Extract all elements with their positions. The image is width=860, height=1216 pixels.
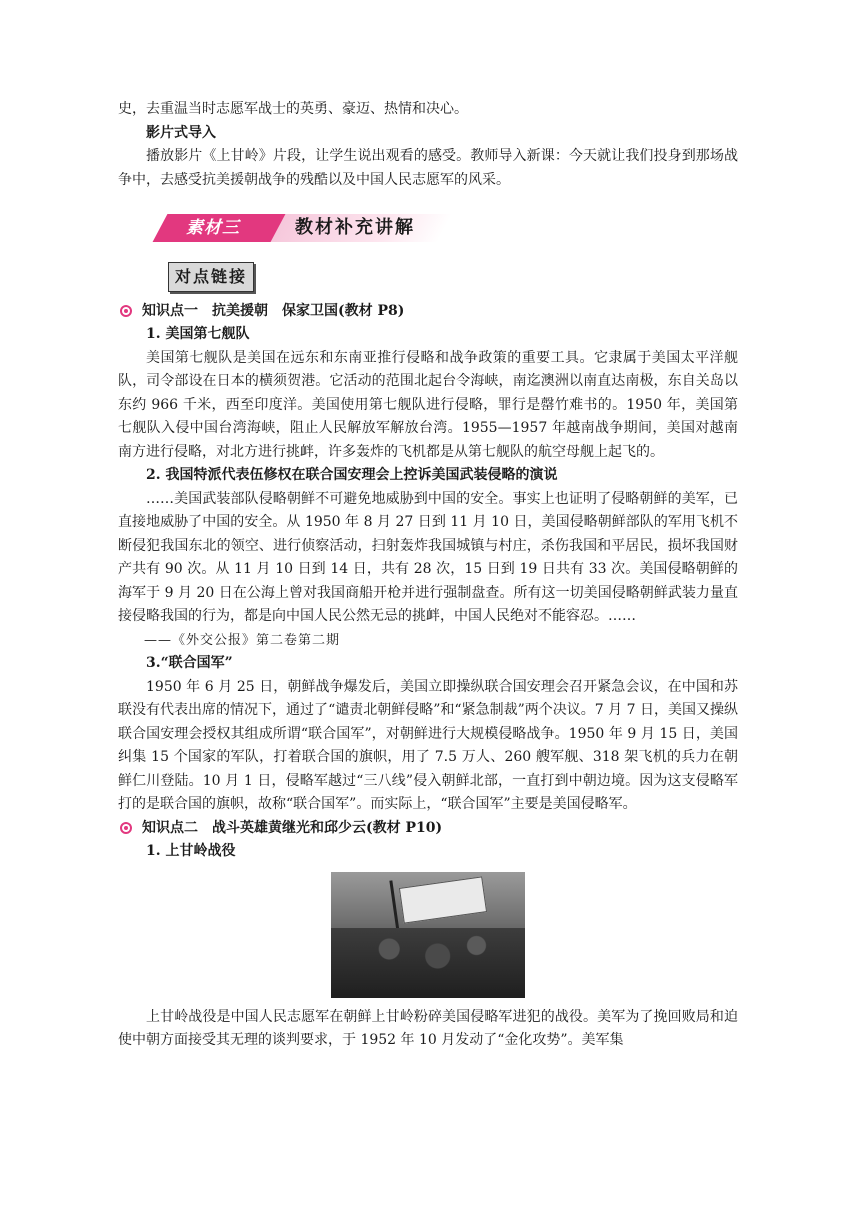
film-heading: 影片式导入	[146, 124, 216, 141]
intro-line: 史，去重温当时志愿军战士的英勇、豪迈、热情和决心。	[118, 101, 468, 117]
kp1-section2-text: ……美国武装部队侵略朝鲜不可避免地威胁到中国的安全。事实上也证明了侵略朝鲜的美军，已直接地威胁了中国的安全。从 1950 年 8 月 27 日到 11 月 10 日，美国侵略朝鲜部队的军用飞机不断侵犯我国东北的领空、进行侦察活动，扫射轰炸我国城镇与村庄，杀伤我国和平居民，损坏我国财产共有 90 次。从 11 月 10 日到 14 日，共有 28 次，15 日到 19 日共有 33 次。美国侵略朝鲜的海军于 9 月 20 日在公海上曾对我国商船开枪并进行强制盘查。所有这一切美国侵略朝鲜武装力量直接侵略我国的行为，都是向中国人民公然无忌的挑衅，中国人民绝对不能容忍。……	[118, 490, 738, 624]
banner-title: 教材补充讲解	[295, 217, 415, 238]
knowledge-point-1	[118, 300, 738, 324]
document-page	[118, 98, 738, 1053]
kp1-section3-title: 3.“联合国军”	[146, 655, 233, 671]
knowledge-point-1-title: 知识点一 抗美援朝 保家卫国(教材 P8)	[142, 302, 405, 319]
flag	[399, 876, 487, 923]
battle-photo	[331, 872, 525, 998]
kp1-section1-text: 美国第七舰队是美国在远东和东南亚推行侵略和战争政策的重要工具。它隶属于美国太平洋舰队，司令部设在日本的横须贺港。它活动的范围北起台令海峡，南迄澳洲以南直达南极，东自关岛以东约 966 千米，西至印度洋。美国使用第七舰队进行侵略，罪行是罄竹难书的。1950 年，美国第七舰队入侵中国台湾海峡，阻止人民解放军解放台湾。1955—1957 年越南战争期间，美国对越南南方进行侵略，对北方进行挑衅，许多轰炸的飞机都是从第七舰队的航空母舰上起飞的。	[118, 349, 738, 460]
knowledge-point-2-title: 知识点二 战斗英雄黄继光和邱少云(教材 P10)	[142, 819, 443, 836]
kp1-section1-title: 1. 美国第七舰队	[146, 326, 250, 342]
kp2-section1-text: 上甘岭战役是中国人民志愿军在朝鲜上甘岭粉碎美国侵略军进犯的战役。美军为了挽回败局和迫使中朝方面接受其无理的谈判要求，于 1952 年 10 月发动了“金化攻势”。美军集	[118, 1008, 738, 1048]
target-icon	[120, 305, 132, 317]
film-text: 播放影片《上甘岭》片段，让学生说出观看的感受。教师导入新课：今天就让我们投身到那场战争中，去感受抗美援朝战争的残酷以及中国人民志愿军的风采。	[118, 148, 738, 188]
kp1-section3-text: 1950 年 6 月 25 日，朝鲜战争爆发后，美国立即操纵联合国安理会召开紧急会议，在中国和苏联没有代表出席的情况下，通过了“谴责北朝鲜侵略”和“紧急制裁”两个决议。7 月 7 日，美国又操纵联合国安理会授权其组成所谓“联合国军”，对朝鲜进行大规模侵略战争。1950 年 9 月 15 日，美国纠集 15 个国家的军队，打着联合国的旗帜，用了 7.5 万人、260 艘军舰、318 架飞机的兵力在朝鲜仁川登陆。10 月 1 日，侵略军越过“三八线”侵入朝鲜北部，一直打到中朝边境。因为这支侵略军打的是联合国的旗帜，故称“联合国军”。而实际上，“联合国军”主要是美国侵略军。	[118, 678, 738, 812]
section-banner	[160, 214, 450, 248]
banner-tag: 素材三	[186, 218, 240, 238]
soldiers-crowd	[331, 928, 525, 998]
box-tag: 对点链接	[168, 262, 254, 292]
target-icon	[120, 822, 132, 834]
kp1-section2-title: 2. 我国特派代表伍修权在联合国安理会上控诉美国武装侵略的演说	[146, 467, 558, 483]
kp1-section2-source: ——《外交公报》第二卷第二期	[144, 632, 341, 648]
knowledge-point-2	[118, 817, 738, 841]
kp2-section1-title: 1. 上甘岭战役	[146, 843, 236, 859]
